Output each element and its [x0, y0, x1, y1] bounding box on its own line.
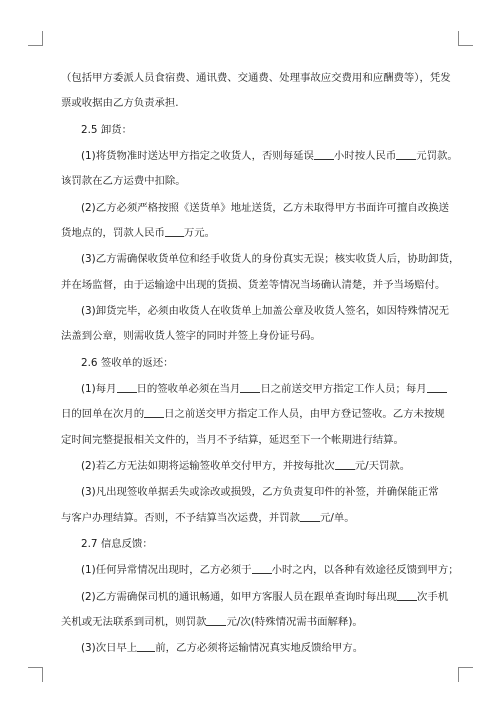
paragraph-line: (1)每月 日的签收单必须在当月 日之前送交甲方指定工作人员；每月 [61, 377, 443, 402]
crop-mark-top-left [28, 31, 43, 46]
blank-field [165, 226, 184, 237]
blank-field [335, 459, 355, 470]
paragraph-line: 货地点的，罚款人民币 万元。 [61, 227, 216, 240]
paragraph-line: (2)乙方需确保司机的通讯畅通，如甲方客服人员在跟单查询时每出现 次手机 [81, 590, 449, 603]
crop-mark-bottom-right [458, 667, 473, 682]
paragraph-line: 与客户办理结算。否则，不予结算当次运费，并罚款 元/单。 [61, 511, 355, 524]
paragraph-line: (2)乙方必须严格按照《送货单》地址送货，乙方未取得甲方书面许可擅自改换送 [81, 201, 449, 214]
paragraph-line: 法盖到公章，则需收货人签字的同时并签上身份证号码。 [61, 330, 321, 343]
paragraph-line: (1)将货物准时送达甲方指定之收货人，否则每延误 小时按人民币 元罚款。 [81, 149, 458, 162]
blank-field [300, 511, 320, 522]
section-heading-2-6: 2.6 签收单的返还： [81, 356, 174, 369]
paragraph-line: 并在场监督，由于运输途中出现的货损、货差等情况当场确认清楚，并予当场赔付。 [61, 278, 446, 291]
section-heading-2-5: 2.5 卸货： [81, 123, 132, 136]
paragraph-line: (3)卸货完毕，必须由收货人在收货单上加盖公章及收货人签名，如因特殊情况无 [81, 304, 449, 317]
blank-field [137, 641, 155, 652]
paragraph-line: （包括甲方委派人员食宿费、通讯费、交通费、处理事故应交费用和应酬费等），凭发 [61, 72, 451, 84]
paragraph-line: 关机或无法联系到司机，则罚款 元/次(特殊情况需书面解释)。 [61, 615, 363, 628]
paragraph-line: (3)乙方需确保收货单位和经手收货人的身份真实无误；核实收货人后，协助卸货， [81, 253, 460, 266]
crop-mark-bottom-left [28, 667, 43, 682]
crop-mark-top-right [458, 31, 473, 46]
blank-field [396, 149, 416, 160]
paragraph-line: 票或收据由乙方负责承担. [61, 97, 179, 110]
blank-field [252, 563, 272, 574]
paragraph-line: 日的回单在次月的 日之前送交甲方指定工作人员，由甲方登记签收。乙方未按规 [61, 408, 445, 421]
blank-field [240, 382, 260, 393]
paragraph-line: 该罚款在乙方运费中扣除。 [61, 175, 186, 188]
paragraph-line: (1)任何异常情况出现时，乙方必须于 小时之内，以各种有效途径反馈到甲方； [81, 564, 459, 577]
blank-field [427, 382, 447, 393]
blank-field [117, 382, 137, 393]
blank-field [397, 590, 417, 601]
paragraph-line: (3)凡出现签收单据丢失或涂改或损毁，乙方负责复印件的补签，并确保能正常 [81, 486, 439, 499]
section-heading-2-7: 2.7 信息反馈： [81, 537, 153, 550]
blank-field [144, 407, 164, 418]
blank-field [314, 149, 334, 160]
paragraph-line: (3)次日早上 前，乙方必须将运输情况真实地反馈给甲方。 [81, 642, 364, 655]
paragraph-line: 定时间完整提报相关文件的，当月不予结算，延迟至下一个帐期进行结算。 [61, 433, 404, 446]
blank-field [206, 615, 226, 626]
document-body [61, 66, 460, 662]
paragraph-line: (2)若乙方无法如期将运输签收单交付甲方，并按每批次 元/天罚款。 [81, 459, 411, 472]
